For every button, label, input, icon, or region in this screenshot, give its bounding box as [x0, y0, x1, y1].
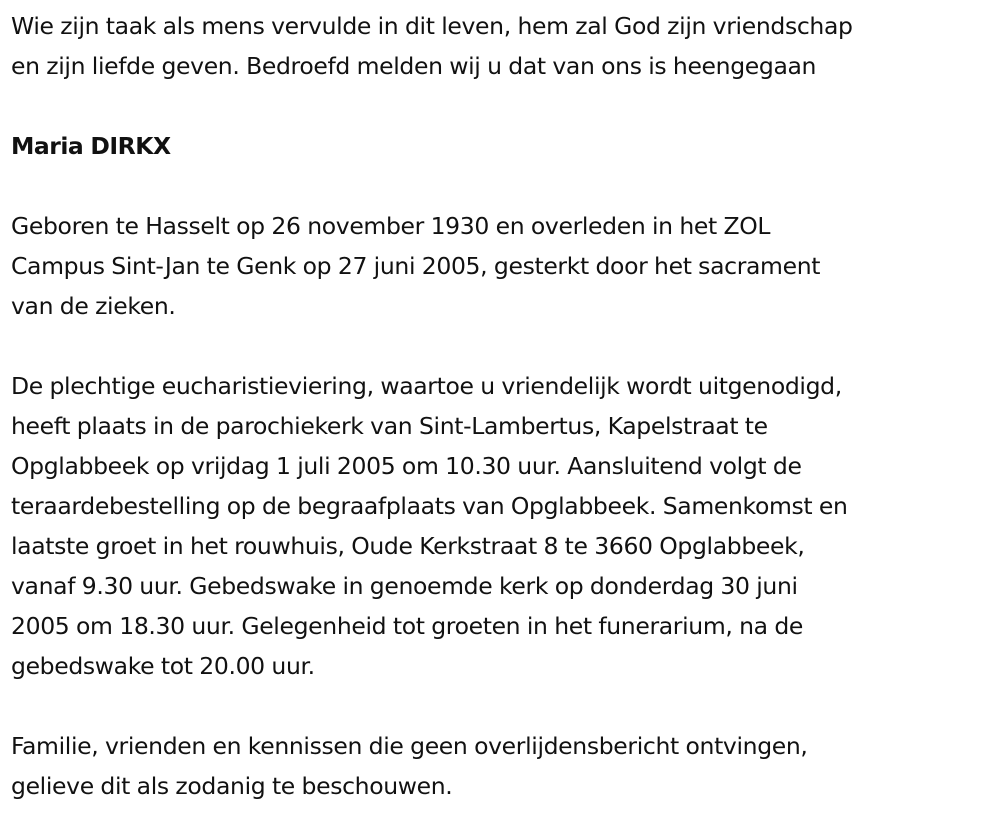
intro-paragraph [11, 6, 996, 86]
text-line: van de zieken. [11, 292, 176, 320]
text-line: Campus Sint-Jan te Genk op 27 juni 2005, gesterkt door het sacrament [11, 252, 821, 280]
obituary-notice [11, 6, 996, 806]
closing-paragraph [11, 726, 996, 806]
text-line: en zijn liefde geven. Bedroefd melden wij u dat van ons is heengegaan [11, 52, 817, 80]
paragraph-gap [11, 86, 996, 126]
text-line: Geboren te Hasselt op 26 november 1930 en overleden in het ZOL [11, 212, 771, 240]
text-line: De plechtige eucharistieviering, waartoe u vriendelijk wordt uitgenodigd, [11, 372, 842, 400]
text-line: gelieve dit als zodanig te beschouwen. [11, 772, 453, 800]
text-line: Wie zijn taak als mens vervulde in dit leven, hem zal God zijn vriendschap [11, 12, 853, 40]
text-line: vanaf 9.30 uur. Gebedswake in genoemde kerk op donderdag 30 juni [11, 572, 798, 600]
text-line: 2005 om 18.30 uur. Gelegenheid tot groeten in het funerarium, na de [11, 612, 804, 640]
text-line: laatste groet in het rouwhuis, Oude Kerkstraat 8 te 3660 Opglabbeek, [11, 532, 805, 560]
deceased-name: Maria DIRKX [11, 132, 171, 160]
text-line: Opglabbeek op vrijdag 1 juli 2005 om 10.30 uur. Aansluitend volgt de [11, 452, 802, 480]
paragraph-gap [11, 326, 996, 366]
text-line: gebedswake tot 20.00 uur. [11, 652, 315, 680]
text-line: heeft plaats in de parochiekerk van Sint-Lambertus, Kapelstraat te [11, 412, 768, 440]
text-line: teraardebestelling op de begraafplaats van Opglabbeek. Samenkomst en [11, 492, 848, 520]
paragraph-gap [11, 166, 996, 206]
birth-death-paragraph [11, 206, 996, 326]
ceremony-paragraph [11, 366, 996, 686]
paragraph-gap [11, 686, 996, 726]
text-line: Familie, vrienden en kennissen die geen overlijdensbericht ontvingen, [11, 732, 808, 760]
